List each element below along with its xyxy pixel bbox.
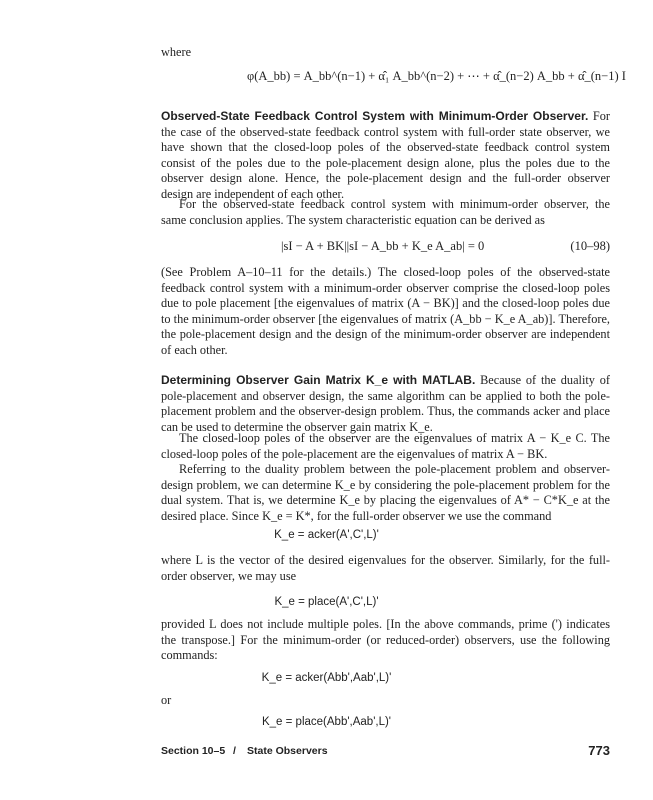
equation-phi-text: φ(A_bb) = A_bb^(n−1) + α̂₁ A_bb^(n−2) + ⋯ + α̂_(n−2) A_bb + α̂_(n−1) I bbox=[247, 69, 626, 83]
footer-section: Section 10–5 bbox=[161, 745, 226, 757]
section1-heading: Observed-State Feedback Control System with Minimum-Order Observer. bbox=[161, 109, 589, 123]
equation-phi bbox=[247, 68, 626, 84]
section1-paragraph3: (See Problem A–10–11 for the details.) The closed-loop poles of the observed-state feedback control system with a minimum-order observer comprise the closed-loop poles due to pole placement [the eigenvalues of matrix (A − BK)] and the closed-loop poles due to the minimum-order observer [the eigenvalues of matrix (A_bb − K_e A_ab)]. Therefore, the pole-placement design and the design of the minimum-order observer are independent of each other. bbox=[161, 265, 610, 357]
footer-title: State Observers bbox=[247, 745, 328, 757]
where-label: where bbox=[161, 45, 192, 59]
section1-p1-text: For the case of the observed-state feedback control system with full-order state observer, we have shown that the closed-loop poles of the observed-state feedback control system consist of the poles due to the pole-placement design alone, plus the poles due to the observer design alone. Hence, the pole-placement design and the full-order observer design are independent of each other. bbox=[161, 109, 610, 201]
section2-heading: Determining Observer Gain Matrix K_e with MATLAB. bbox=[161, 373, 476, 387]
page-number: 773 bbox=[588, 743, 610, 758]
command-place-reduced: K_e = place(Abb',Aab',L)' bbox=[261, 716, 391, 728]
section1-paragraph2: For the observed-state feedback control system with minimum-order observer, the same conclusion applies. The system characteristic equation can be derived as bbox=[161, 197, 610, 227]
equation-number: (10–98) bbox=[570, 239, 610, 253]
or-label: or bbox=[161, 693, 172, 707]
section2-paragraph3: Referring to the duality problem between the pole-placement problem and observer-design problem, we can determine K_e by considering the pole-placement problem for the dual system. That is, we determine K_e by placing the eigenvalues of A* − C*K_e at the desired place. Since K_e = K*, for the full-order observer we use the command bbox=[161, 462, 610, 523]
footer-separator: / bbox=[233, 745, 236, 757]
section1-paragraph1 bbox=[161, 109, 610, 203]
section2-paragraph2: The closed-loop poles of the observer are the eigenvalues of matrix A − K_e C. The closed-loop poles of the pole-placement are the eigenvalues of matrix A − BK. bbox=[161, 431, 610, 461]
command-acker-full: K_e = acker(A',C',L)' bbox=[274, 529, 379, 541]
section2-paragraph4: where L is the vector of the desired eigenvalues for the observer. Similarly, for the full-order observer, we may use bbox=[161, 553, 610, 583]
section2-paragraph5: provided L does not include multiple poles. [In the above commands, prime (') indicates the transpose.] For the minimum-order (or reduced-order) observers, use the following commands: bbox=[161, 617, 610, 663]
section2-p1-text: Because of the duality of pole-placement and observer design, the same algorithm can be applied to both the pole-placement problem and the observer-design problem. Thus, the commands acker and place can be used to determine the observer gain matrix K_e. bbox=[161, 373, 610, 434]
equation-characteristic: |sI − A + BK||sI − A_bb + K_e A_ab| = 0 bbox=[281, 239, 485, 253]
command-acker-reduced: K_e = acker(Abb',Aab',L)' bbox=[261, 672, 392, 684]
section2-paragraph1 bbox=[161, 373, 610, 435]
command-place-full: K_e = place(A',C',L)' bbox=[274, 596, 379, 608]
